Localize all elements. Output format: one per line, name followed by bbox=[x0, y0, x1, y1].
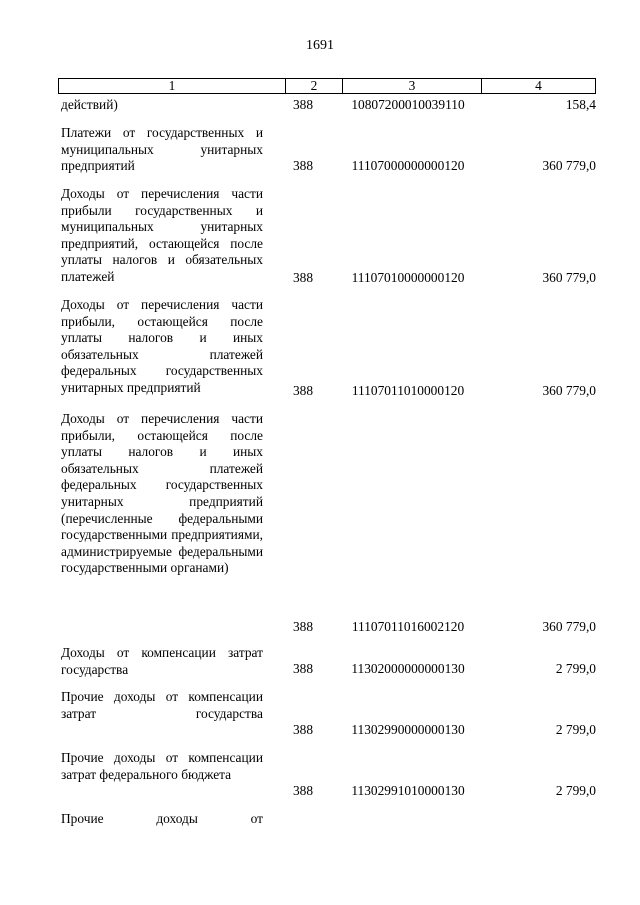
row-amount: 360 779,0 bbox=[542, 619, 596, 634]
row-name: Прочие доходы от bbox=[61, 811, 263, 826]
row-name: Платежи от государственных и муниципальных унитарных предприятий bbox=[61, 125, 263, 174]
row-name: Прочие доходы от компенсации затрат государства bbox=[61, 689, 263, 721]
row-amount: 2 799,0 bbox=[555, 722, 596, 737]
row-budget-code: 11107010000000120 bbox=[351, 270, 465, 285]
row-amount: 360 779,0 bbox=[542, 158, 596, 173]
row-budget-code: 11107011010000120 bbox=[351, 383, 465, 398]
column-header-3: 3 bbox=[408, 78, 416, 93]
column-header-1: 1 bbox=[168, 78, 176, 93]
row-admin-code: 388 bbox=[292, 97, 314, 112]
row-budget-code: 11302000000000130 bbox=[351, 661, 465, 676]
row-admin-code: 388 bbox=[292, 722, 314, 737]
row-amount: 360 779,0 bbox=[542, 383, 596, 398]
row-admin-code: 388 bbox=[292, 158, 314, 173]
row-name: Прочие доходы от компенсации затрат федерального бюджета bbox=[61, 750, 263, 782]
row-name: Доходы от перечисления части прибыли, остающейся после уплаты налогов и иных обязательных платежей федеральных государственных унитарных предприятий bbox=[61, 297, 263, 395]
row-amount: 158,4 bbox=[565, 97, 596, 112]
row-amount: 2 799,0 bbox=[555, 661, 596, 676]
row-admin-code: 388 bbox=[292, 383, 314, 398]
column-header-2: 2 bbox=[310, 78, 318, 93]
row-admin-code: 388 bbox=[292, 619, 314, 634]
row-name: действий) bbox=[61, 97, 118, 112]
row-name: Доходы от компенсации затрат государства bbox=[61, 645, 263, 677]
row-budget-code: 11107000000000120 bbox=[351, 158, 465, 173]
row-admin-code: 388 bbox=[292, 783, 314, 798]
row-name: Доходы от перечисления части прибыли, остающейся после уплаты налогов и иных обязательных платежей федеральных государственных унитарных предприятий (перечисленные федеральными государственными предприятиями, администрируемые федеральными государственными органами) bbox=[61, 411, 263, 576]
row-budget-code: 10807200010039110 bbox=[351, 97, 465, 112]
row-amount: 360 779,0 bbox=[542, 270, 596, 285]
row-amount: 2 799,0 bbox=[555, 783, 596, 798]
row-budget-code: 11107011016002120 bbox=[351, 619, 465, 634]
page-number: 1691 bbox=[306, 38, 334, 53]
column-header-4: 4 bbox=[535, 78, 542, 93]
row-name: Доходы от перечисления части прибыли государственных и муниципальных унитарных предприятий, остающейся после уплаты налогов и обязательных платежей bbox=[61, 186, 263, 284]
row-admin-code: 388 bbox=[292, 270, 314, 285]
table-header bbox=[58, 78, 596, 94]
row-admin-code: 388 bbox=[292, 661, 314, 676]
row-budget-code: 11302991010000130 bbox=[351, 783, 465, 798]
row-budget-code: 11302990000000130 bbox=[351, 722, 465, 737]
